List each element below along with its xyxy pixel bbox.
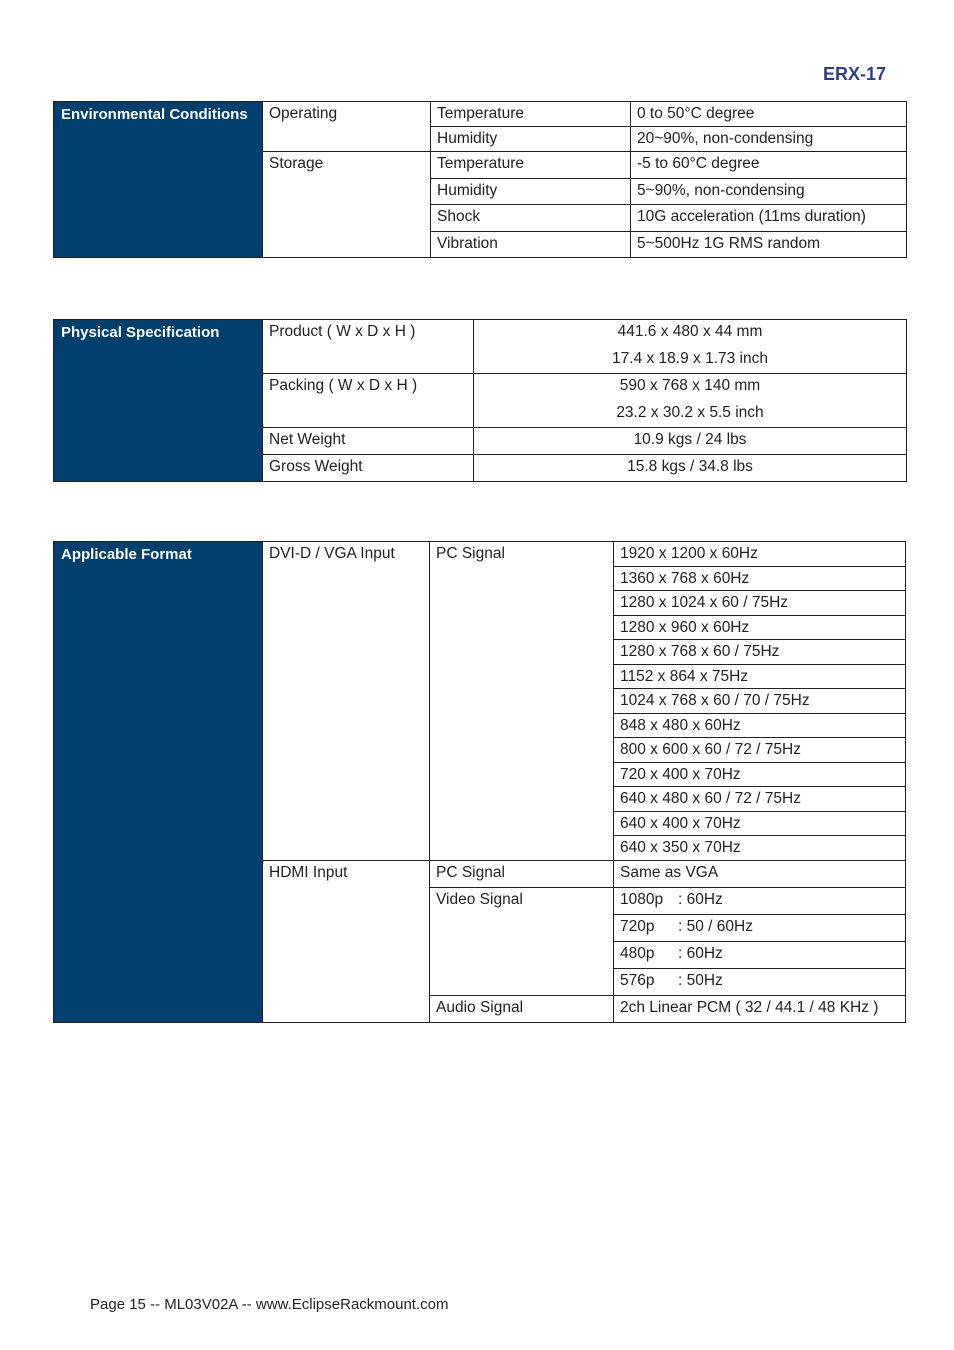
- resolution-mode: 1280 x 960 x 60Hz: [614, 615, 906, 640]
- page-footer: Page 15 -- ML03V02A -- www.EclipseRackmount.com: [90, 1296, 449, 1313]
- spec-name: Net Weight: [263, 428, 474, 455]
- video-resolution: 480p: [620, 944, 655, 962]
- spec-name: Shock: [431, 205, 631, 232]
- video-mode: [614, 968, 906, 995]
- physical-specification-table: [53, 319, 907, 482]
- spec-name: Temperature: [431, 102, 631, 127]
- resolution-mode: 800 x 600 x 60 / 72 / 75Hz: [614, 738, 906, 763]
- resolution-mode: 1024 x 768 x 60 / 70 / 75Hz: [614, 689, 906, 714]
- spec-value: 10G acceleration (11ms duration): [631, 205, 907, 232]
- spec-value: 17.4 x 18.9 x 1.73 inch: [474, 347, 907, 374]
- section-header: Physical Specification: [54, 320, 263, 482]
- table-row: [54, 320, 907, 347]
- video-resolution: 576p: [620, 971, 655, 989]
- row-group-label: Product ( W x D x H ): [263, 320, 474, 374]
- spec-value: 5~500Hz 1G RMS random: [631, 231, 907, 258]
- resolution-mode: 640 x 400 x 70Hz: [614, 811, 906, 836]
- video-rate: : 50Hz: [678, 971, 723, 989]
- signal-type: Video Signal: [430, 887, 614, 995]
- video-rate: : 60Hz: [678, 890, 723, 908]
- row-group-label: Packing ( W x D x H ): [263, 374, 474, 428]
- spec-name: Vibration: [431, 231, 631, 258]
- spec-value: 441.6 x 480 x 44 mm: [474, 320, 907, 347]
- resolution-mode: 1360 x 768 x 60Hz: [614, 566, 906, 591]
- video-rate: : 60Hz: [678, 944, 723, 962]
- section-header: Environmental Conditions: [54, 102, 263, 258]
- signal-type: Audio Signal: [430, 995, 614, 1022]
- resolution-mode: 1152 x 864 x 75Hz: [614, 664, 906, 689]
- video-rate: : 50 / 60Hz: [678, 917, 753, 935]
- model-name: ERX-17: [822, 64, 886, 84]
- spec-value: -5 to 60°C degree: [631, 152, 907, 179]
- row-group-label: Operating: [263, 102, 431, 152]
- spec-value: 15.8 kgs / 34.8 lbs: [474, 455, 907, 482]
- spec-name: Humidity: [431, 178, 631, 205]
- video-resolution: 720p: [620, 917, 655, 935]
- signal-type: PC Signal: [430, 860, 614, 887]
- spec-name: Gross Weight: [263, 455, 474, 482]
- resolution-mode: 1280 x 1024 x 60 / 75Hz: [614, 591, 906, 616]
- spec-value: 23.2 x 30.2 x 5.5 inch: [474, 401, 907, 428]
- applicable-format-table: [53, 541, 906, 1023]
- signal-value: 2ch Linear PCM ( 32 / 44.1 / 48 KHz ): [614, 995, 906, 1022]
- spec-name: Temperature: [431, 152, 631, 179]
- spec-value: 590 x 768 x 140 mm: [474, 374, 907, 401]
- resolution-mode: 1280 x 768 x 60 / 75Hz: [614, 640, 906, 665]
- spec-value: 20~90%, non-condensing: [631, 127, 907, 152]
- row-group-label: HDMI Input: [263, 860, 430, 1022]
- video-mode: [614, 941, 906, 968]
- table-row: [54, 542, 906, 567]
- resolution-mode: 848 x 480 x 60Hz: [614, 713, 906, 738]
- section-header: Applicable Format: [54, 542, 263, 1023]
- spec-name: Humidity: [431, 127, 631, 152]
- video-mode: [614, 887, 906, 914]
- resolution-mode: 640 x 480 x 60 / 72 / 75Hz: [614, 787, 906, 812]
- spec-value: 0 to 50°C degree: [631, 102, 907, 127]
- table-row: [54, 102, 907, 127]
- resolution-mode: 1920 x 1200 x 60Hz: [614, 542, 906, 567]
- signal-value: Same as VGA: [614, 860, 906, 887]
- video-mode: [614, 914, 906, 941]
- row-group-label: Storage: [263, 152, 431, 258]
- signal-type: PC Signal: [430, 542, 614, 861]
- row-group-label: DVI-D / VGA Input: [263, 542, 430, 861]
- video-resolution: 1080p: [620, 890, 664, 908]
- spec-value: 10.9 kgs / 24 lbs: [474, 428, 907, 455]
- resolution-mode: 640 x 350 x 70Hz: [614, 836, 906, 861]
- spec-value: 5~90%, non-condensing: [631, 178, 907, 205]
- resolution-mode: 720 x 400 x 70Hz: [614, 762, 906, 787]
- environmental-conditions-table: [53, 101, 907, 258]
